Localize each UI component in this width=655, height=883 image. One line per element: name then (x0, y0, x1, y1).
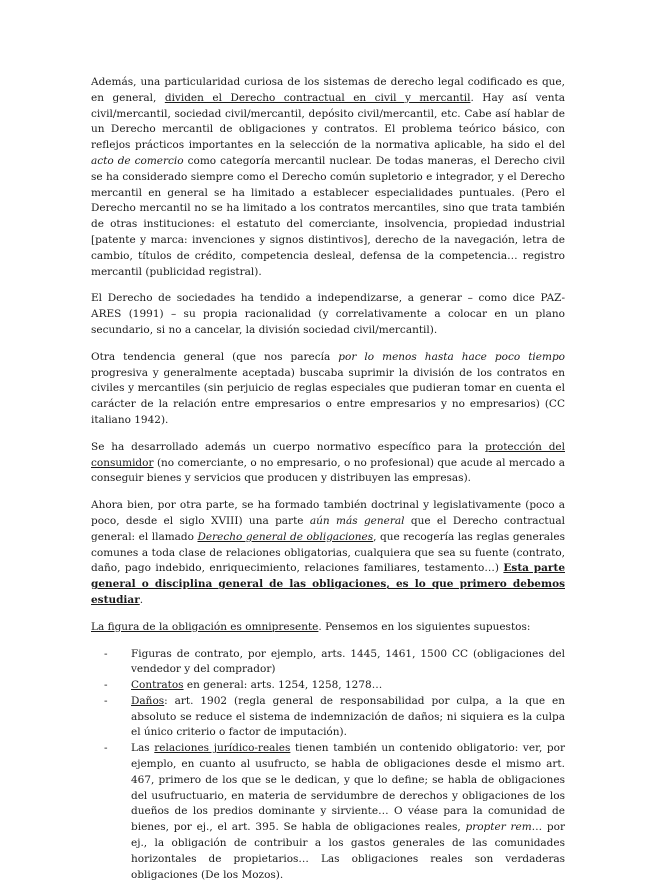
text-run: Ahora bien, por otra parte, se ha formado también doctrinal y legislativamente (poco a poco, desde el siglo XVIII) una parte (91, 499, 565, 527)
paragraph-consumidor (91, 440, 565, 487)
bullet-dash: - (104, 741, 108, 757)
text-run: . (140, 594, 143, 606)
list-item (104, 741, 565, 883)
text-run: tienen también un contenido obligatorio: ver, por ejemplo, en cuanto al usufructo, se habla de obligaciones desde el mismo art. 467, primero de los que se le dedican, y que lo define; se habla de obligaciones del usufructuario, en materia de servidumbre de derechos y obligaciones de los dueños de los predios dominante y sirviente… O véase para la comunidad de bienes, por ej., el art. 395. Se habla de obligaciones reales, (131, 742, 565, 833)
paragraph-civil-mercantil (91, 75, 565, 280)
text-run: . Pensemos en los siguientes supuestos: (318, 621, 530, 633)
italic-underlined-phrase: Derecho general de obligaciones (198, 531, 374, 543)
text-run: . Hay así venta civil/mercantil, sociedad civil/mercantil, depósito civil/mercantil, etc. Cabe así hablar de un Derecho mercantil de obligaciones y contratos. El problema teórico básico, con reflejos prácticos importantes en la selección de la normativa aplicable, ha sido el del (91, 92, 565, 151)
italic-phrase: por lo menos hasta hace poco tiempo (338, 351, 565, 363)
italic-phrase: propter rem (465, 821, 531, 833)
underlined-heading: La figura de la obligación es omnipresente (91, 621, 318, 633)
paragraph-sociedades: El Derecho de sociedades ha tendido a independizarse, a generar – como dice PAZ-ARES (1991) – su propia racionalidad (y correlativamente a colocar en un plano secundario, si no a cancelar, la división sociedad civil/mercantil). (91, 291, 565, 338)
text-run: Figuras de contrato, por ejemplo, arts. 1445, 1461, 1500 CC (obligaciones del vendedor y del comprador) (131, 648, 565, 676)
underlined-phrase: Daños (131, 695, 164, 707)
text-run: Además, una particularidad curiosa de los sistemas de derecho legal codificado es que, en general, (91, 76, 565, 104)
paragraph-derecho-general-obligaciones (91, 498, 565, 609)
text-run: Se ha desarrollado además un cuerpo normativo específico para la (91, 441, 485, 453)
text-run: como categoría mercantil nuclear. De todas maneras, el Derecho civil se ha considerado siempre como el Derecho común supletorio e integrador, y el Derecho mercantil en general se ha limitado a establecer especialidades puntuales. (Pero el Derecho mercantil no se ha limitado a los contratos mercantiles, sino que trata también de otras instituciones: el estatuto del comerciante, insolvencia, propiedad industrial [patente y marca: invenciones y signos distintivos], derecho de la navegación, letra de cambio, títulos de crédito, competencia desleal, defensa de la competencia… registro mercantil (publicidad registral). (91, 155, 565, 278)
text-run: en general: arts. 1254, 1258, 1278… (184, 679, 383, 691)
text-run: (no comerciante, o no empresario, o no profesional) que acude al mercado a conseguir bienes y servicios que producen y distribuyen las empresas). (91, 457, 565, 485)
text-run: … por ej., la obligación de contribuir a los gastos generales de las comunidades horizontales de propietarios… Las obligaciones reales son verdaderas obligaciones (De los Mozos). (131, 821, 565, 880)
text-run: Otra tendencia general (que nos parecía (91, 351, 338, 363)
bullet-dash: - (104, 678, 108, 694)
text-run: : art. 1902 (regla general de responsabilidad por culpa, a la que en absoluto se reduce el sistema de indemnización de daños; ni siquiera es la culpa el único criterio o factor de imputación). (131, 695, 565, 739)
bold-underlined-statement: Esta parte general o disciplina general de las obligaciones, es lo que primero debemos estudiar (91, 562, 565, 606)
underlined-phrase: Contratos (131, 679, 184, 691)
italic-phrase: aún más general (310, 515, 405, 527)
list-item (104, 678, 565, 694)
text-run: que el Derecho contractual general: el llamado (91, 515, 565, 543)
text-run: , que recogería las reglas generales comunes a toda clase de relaciones obligatorias, cualquiera que sea su fuente (contrato, daño, pago indebido, enriquecimiento, relaciones familiares, testamento…) (91, 531, 565, 575)
list-item (104, 647, 565, 679)
paragraph-tendencia-general (91, 350, 565, 429)
text-run: Las (131, 742, 154, 754)
list-item (104, 694, 565, 741)
italic-phrase: acto de comercio (91, 155, 184, 167)
text-run: progresiva y generalmente aceptada) buscaba suprimir la división de los contratos en civiles y mercantiles (sin perjuicio de reglas especiales que pudieran tomar en cuenta el carácter de la relación entre empresarios o entre empresarios y no empresarios) (CC italiano 1942). (91, 367, 565, 426)
bullet-dash: - (104, 694, 108, 710)
underlined-phrase: relaciones jurídico-reales (154, 742, 290, 754)
underlined-phrase: protección del consumidor (91, 441, 565, 469)
bullet-dash: - (104, 647, 108, 663)
underlined-phrase: dividen el Derecho contractual en civil y mercantil (165, 92, 471, 104)
paragraph-figura-obligacion (91, 620, 565, 636)
